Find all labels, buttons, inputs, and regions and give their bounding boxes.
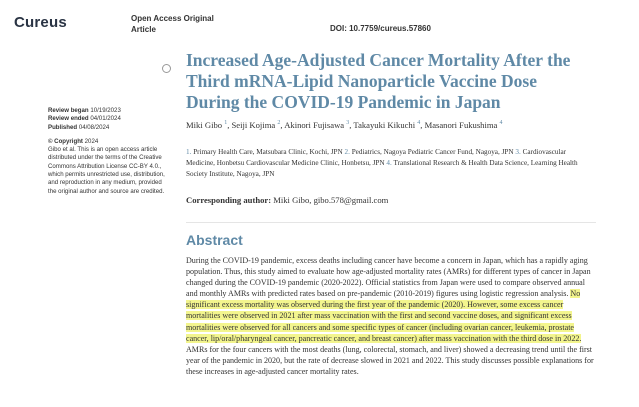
affiliation-text: Pediatrics, Nagoya Pediatric Cancer Fund, Nagoya, JPN	[349, 148, 516, 156]
affiliation-number: 1.	[186, 148, 192, 156]
author-name[interactable]: Akinori Fujisawa	[284, 120, 345, 130]
review-began-date: 10/19/2023	[88, 107, 121, 114]
corresponding-author-label: Corresponding author:	[186, 195, 272, 205]
doi-link[interactable]: DOI: 10.7759/cureus.57860	[330, 24, 431, 33]
article-type	[131, 14, 251, 35]
abstract-conclusion: AMRs for the four cancers with the most deaths (lung, colorectal, stomach, and liver) showed a decreasing trend until the first year of the pandemic in 2020, but the rate of decrease slowed in 2021 and 2022. This study discusses possible explanations for these increases in age-adjusted cancer mortality rates.	[186, 344, 594, 376]
review-began-label: Review began	[48, 107, 89, 114]
cureus-logo[interactable]: Cureus	[14, 14, 67, 31]
published-date: 04/08/2024	[77, 123, 110, 131]
article-type-line2: Article	[131, 24, 156, 34]
abstract-intro: During the COVID-19 pandemic, excess deaths including cancer have become a concern in Japan, which has a rapidly aging population. Thus, this study aimed to evaluate how age-adjusted mortality rates (AMRs) for different types of cancer in Japan changed during the COVID-19 pandemic (2020-2022). Official statistics from Japan were used to compare observed annual and monthly AMRs with predicted rates based on pre-pandemic (2010-2019) figures using logistic regression analysis.	[186, 256, 591, 299]
author-affiliation-sup[interactable]: 3	[346, 120, 350, 127]
copyright-year: 2024	[82, 137, 99, 145]
affiliation-number: 2.	[344, 148, 350, 156]
author-affiliation-sup[interactable]: 1	[224, 120, 228, 127]
review-ended	[48, 115, 170, 123]
affiliation-text: Primary Health Care, Matsubara Clinic, Kochi, JPN	[191, 148, 345, 156]
corresponding-author	[186, 195, 586, 205]
author-separator: ,	[280, 120, 285, 130]
corresponding-author-email[interactable]: Miki Gibo, gibo.578@gmail.com	[271, 195, 389, 205]
affiliation-text: Translational Research & Health Data Science, Learning Health Society Institute, Nagoya, JPN	[186, 159, 578, 178]
affiliation-number: 4.	[386, 159, 392, 167]
published	[48, 124, 170, 132]
author-affiliation-sup[interactable]: 4	[417, 120, 421, 127]
abstract-text	[186, 255, 598, 377]
circle-icon	[162, 64, 171, 73]
affiliation-number: 3.	[515, 148, 521, 156]
author-separator: ,	[349, 120, 354, 130]
abstract-highlight: No significant excess mortality was observed during the first year of the pandemic (2020). However, some excess cancer mortalities were observed in 2021 after mass vaccination with the first and second vaccine doses, and significant excess mortalities were observed for all cancers and some specific types of cancer (including ovarian cancer, leukemia, prostate cancer, lip/oral/pharyngeal cancer, pancreatic cancer, and breast cancer) after mass vaccination with the third dose in 2022.	[186, 289, 582, 343]
author-name[interactable]: Takayuki Kikuchi	[353, 120, 416, 130]
affiliation-text: Cardiovascular Medicine, Honbetsu Cardiovascular Medicine Clinic, Honbetsu, JPN	[186, 148, 567, 167]
article-title: Increased Age-Adjusted Cancer Mortality After the Third mRNA-Lipid Nanoparticle Vaccine Dose During the COVID-19 Pandemic in Japan	[186, 50, 571, 112]
section-divider	[186, 222, 596, 223]
author-name[interactable]: Miki Gibo	[186, 120, 223, 130]
author-affiliation-sup[interactable]: 2	[277, 120, 281, 127]
author-list	[186, 120, 606, 130]
author-name[interactable]: Masanori Fukushima	[424, 120, 498, 130]
review-ended-label: Review ended	[48, 115, 89, 123]
article-info-sidebar	[48, 107, 170, 196]
copyright	[48, 138, 170, 146]
author-separator: ,	[420, 120, 425, 130]
author-separator: ,	[227, 120, 232, 130]
affiliations	[186, 147, 586, 180]
published-label: Published	[48, 123, 78, 131]
author-affiliation-sup[interactable]: 4	[499, 120, 503, 127]
review-ended-date: 04/01/2024	[88, 115, 121, 123]
abstract-heading: Abstract	[186, 232, 243, 248]
review-began	[48, 107, 170, 115]
copyright-label: © Copyright	[48, 137, 83, 145]
license-text: Gibo et al. This is an open access article distributed under the terms of the Creative Commons Attribution License CC-BY 4.0., which permits unrestricted use, distribution, and reproduction in any medium, provided the original author and source are credited.	[48, 146, 165, 195]
article-type-line1: Open Access Original	[131, 14, 214, 23]
author-name[interactable]: Seiji Kojima	[231, 120, 276, 130]
